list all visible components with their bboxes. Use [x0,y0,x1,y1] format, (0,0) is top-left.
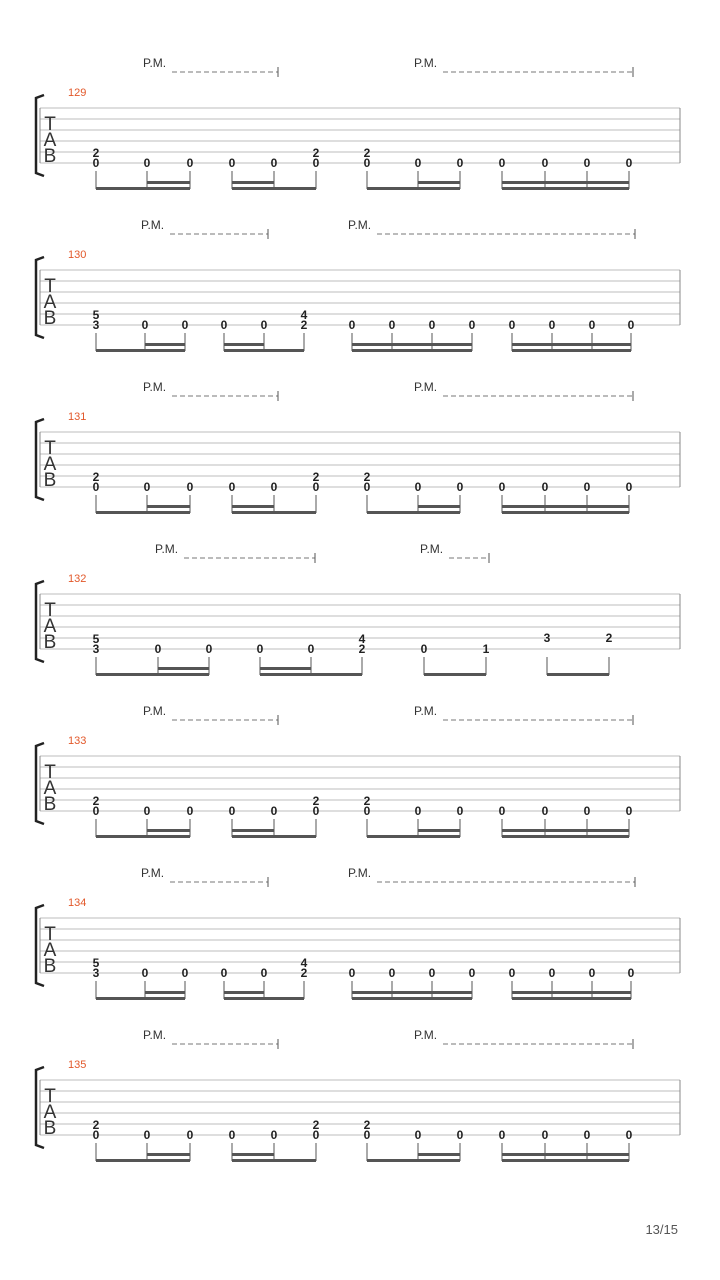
fret-number: 0 [541,480,549,494]
fret-number: 0 [186,804,194,818]
beam-primary [232,187,316,190]
beam-primary [232,511,316,514]
fret-number: 2 [92,470,100,484]
fret-number: 0 [420,642,428,656]
beam-secondary [232,505,274,508]
fret-number: 0 [627,966,635,980]
fret-number: 0 [468,318,476,332]
fret-number: 0 [228,804,236,818]
fret-number: 0 [627,318,635,332]
beam-primary [502,835,629,838]
tab-system-131 [36,380,680,514]
tab-letter-b: B [43,956,57,977]
tab-letter-t: T [44,1086,56,1107]
beam-primary [96,997,185,1000]
beam-secondary [147,181,190,184]
fret-number: 0 [143,1128,151,1142]
fret-number: 0 [260,318,268,332]
fret-number: 0 [220,318,228,332]
palm-mute-label: P.M. [141,866,165,880]
measure-number: 131 [68,411,87,423]
beam-primary [96,835,190,838]
measure-number: 130 [68,249,87,261]
fret-number: 0 [625,804,633,818]
fret-number: 0 [307,642,315,656]
beam-secondary [232,181,274,184]
fret-number: 2 [363,794,371,808]
fret-number: 0 [270,480,278,494]
tab-letter-b: B [43,146,57,167]
beam-primary [367,835,460,838]
tab-letter-a: A [43,940,57,961]
palm-mute-label: P.M. [414,380,438,394]
fret-number: 0 [270,156,278,170]
fret-number: 2 [92,1118,100,1132]
beam-primary [232,1159,316,1162]
tab-system-134 [36,866,680,1000]
fret-number: 0 [508,966,516,980]
tab-letter-a: A [43,1102,57,1123]
fret-number: 0 [583,156,591,170]
fret-number: 0 [541,804,549,818]
fret-number: 2 [363,470,371,484]
fret-number: 5 [92,632,100,646]
tab-letter-a: A [43,130,57,151]
fret-number: 0 [141,966,149,980]
beam-secondary [352,343,472,346]
fret-number: 0 [228,156,236,170]
fret-number: 4 [300,308,308,322]
beam-primary [502,1159,629,1162]
fret-number: 2 [300,966,308,980]
fret-number: 0 [548,966,556,980]
fret-number: 0 [541,1128,549,1142]
fret-number: 0 [414,804,422,818]
tab-letter-b: B [43,308,57,329]
fret-number: 0 [498,1128,506,1142]
beam-primary [502,511,629,514]
beam-secondary [145,991,185,994]
fret-number: 0 [312,480,320,494]
fret-number: 0 [205,642,213,656]
beam-secondary [260,667,311,670]
fret-number: 3 [92,318,100,332]
fret-number: 2 [605,631,613,645]
tab-system-135 [36,1028,680,1162]
fret-number: 0 [256,642,264,656]
fret-number: 0 [186,156,194,170]
beam-primary [512,349,631,352]
fret-number: 0 [625,156,633,170]
fret-number: 0 [312,1128,320,1142]
palm-mute-label: P.M. [141,218,165,232]
fret-number: 4 [300,956,308,970]
fret-number: 0 [363,804,371,818]
fret-number: 0 [498,156,506,170]
fret-number: 0 [154,642,162,656]
palm-mute-label: P.M. [414,704,438,718]
measure-number: 132 [68,573,87,585]
fret-number: 0 [228,480,236,494]
fret-number: 0 [548,318,556,332]
fret-number: 2 [358,642,366,656]
tab-letter-t: T [44,762,56,783]
fret-number: 0 [312,804,320,818]
beam-primary [96,349,185,352]
fret-number: 0 [583,1128,591,1142]
fret-number: 0 [428,966,436,980]
fret-number: 0 [143,156,151,170]
fret-number: 0 [388,318,396,332]
fret-number: 0 [143,480,151,494]
tab-system-129 [36,56,680,190]
fret-number: 5 [92,956,100,970]
fret-number: 0 [92,804,100,818]
palm-mute-label: P.M. [414,56,438,70]
fret-number: 0 [220,966,228,980]
fret-number: 0 [260,966,268,980]
fret-number: 0 [456,804,464,818]
beam-secondary [352,991,472,994]
fret-number: 2 [363,146,371,160]
fret-number: 2 [363,1118,371,1132]
fret-number: 0 [348,966,356,980]
tab-letter-t: T [44,924,56,945]
beam-primary [96,511,190,514]
palm-mute-label: P.M. [143,56,167,70]
beam-primary [96,673,209,676]
fret-number: 0 [498,480,506,494]
beam-primary [96,1159,190,1162]
beam-primary [96,187,190,190]
beam-primary [232,835,316,838]
fret-number: 4 [358,632,366,646]
beam-primary [424,673,486,676]
fret-number: 0 [388,966,396,980]
fret-number: 0 [583,804,591,818]
fret-number: 0 [92,156,100,170]
tab-letter-b: B [43,632,57,653]
beam-primary [367,511,460,514]
beam-secondary [224,343,264,346]
fret-number: 2 [312,794,320,808]
fret-number: 0 [92,1128,100,1142]
fret-number: 5 [92,308,100,322]
beam-secondary [502,181,629,184]
tab-system-132 [36,542,680,676]
fret-number: 0 [270,1128,278,1142]
fret-number: 0 [456,1128,464,1142]
beam-secondary [224,991,264,994]
fret-number: 0 [414,480,422,494]
tab-system-130 [36,218,680,352]
fret-number: 0 [363,156,371,170]
fret-number: 0 [468,966,476,980]
fret-number: 3 [92,642,100,656]
beam-secondary [512,991,631,994]
palm-mute-label: P.M. [155,542,179,556]
fret-number: 2 [92,794,100,808]
fret-number: 0 [348,318,356,332]
tab-letter-a: A [43,616,57,637]
fret-number: 0 [228,1128,236,1142]
fret-number: 0 [456,480,464,494]
tab-letter-b: B [43,470,57,491]
palm-mute-label: P.M. [348,218,372,232]
tab-system-133 [36,704,680,838]
beam-secondary [147,1153,190,1156]
beam-primary [367,187,460,190]
fret-number: 0 [186,480,194,494]
palm-mute-label: P.M. [143,704,167,718]
beam-primary [512,997,631,1000]
beam-secondary [232,829,274,832]
beam-secondary [418,1153,460,1156]
beam-secondary [147,505,190,508]
fret-number: 0 [498,804,506,818]
fret-number: 0 [363,480,371,494]
fret-number: 0 [363,1128,371,1142]
beam-primary [352,349,472,352]
fret-number: 0 [181,966,189,980]
palm-mute-label: P.M. [414,1028,438,1042]
fret-number: 2 [92,146,100,160]
beam-secondary [147,829,190,832]
fret-number: 0 [508,318,516,332]
tab-letter-b: B [43,1118,57,1139]
tab-letter-a: A [43,292,57,313]
fret-number: 0 [143,804,151,818]
fret-number: 0 [456,156,464,170]
fret-number: 2 [312,470,320,484]
palm-mute-label: P.M. [348,866,372,880]
beam-primary [367,1159,460,1162]
beam-secondary [502,505,629,508]
palm-mute-label: P.M. [143,1028,167,1042]
fret-number: 0 [588,318,596,332]
tab-letter-t: T [44,438,56,459]
fret-number: 0 [312,156,320,170]
fret-number: 0 [141,318,149,332]
fret-number: 0 [92,480,100,494]
fret-number: 0 [588,966,596,980]
fret-number: 0 [414,1128,422,1142]
fret-number: 1 [482,642,490,656]
tab-letter-t: T [44,600,56,621]
fret-number: 0 [270,804,278,818]
beam-primary [502,187,629,190]
beam-primary [224,349,304,352]
fret-number: 2 [312,1118,320,1132]
fret-number: 0 [428,318,436,332]
fret-number: 0 [186,1128,194,1142]
page-number: 13/15 [645,1222,678,1237]
fret-number: 2 [300,318,308,332]
beam-secondary [418,181,460,184]
fret-number: 2 [312,146,320,160]
beam-secondary [158,667,209,670]
measure-number: 134 [68,897,87,909]
beam-secondary [502,1153,629,1156]
beam-secondary [418,829,460,832]
tab-letter-a: A [43,778,57,799]
beam-secondary [502,829,629,832]
measure-number: 133 [68,735,87,747]
fret-number: 3 [543,631,551,645]
beam-secondary [232,1153,274,1156]
fret-number: 0 [625,480,633,494]
tab-letter-t: T [44,114,56,135]
beam-primary [547,673,609,676]
fret-number: 0 [583,480,591,494]
fret-number: 0 [181,318,189,332]
beam-secondary [145,343,185,346]
fret-number: 0 [414,156,422,170]
beam-secondary [418,505,460,508]
beam-secondary [512,343,631,346]
tab-letter-b: B [43,794,57,815]
palm-mute-label: P.M. [420,542,444,556]
beam-primary [352,997,472,1000]
fret-number: 0 [541,156,549,170]
tab-letter-a: A [43,454,57,475]
measure-number: 135 [68,1059,87,1071]
fret-number: 3 [92,966,100,980]
beam-primary [224,997,304,1000]
beam-primary [260,673,362,676]
measure-number: 129 [68,87,87,99]
tab-letter-t: T [44,276,56,297]
fret-number: 0 [625,1128,633,1142]
palm-mute-label: P.M. [143,380,167,394]
